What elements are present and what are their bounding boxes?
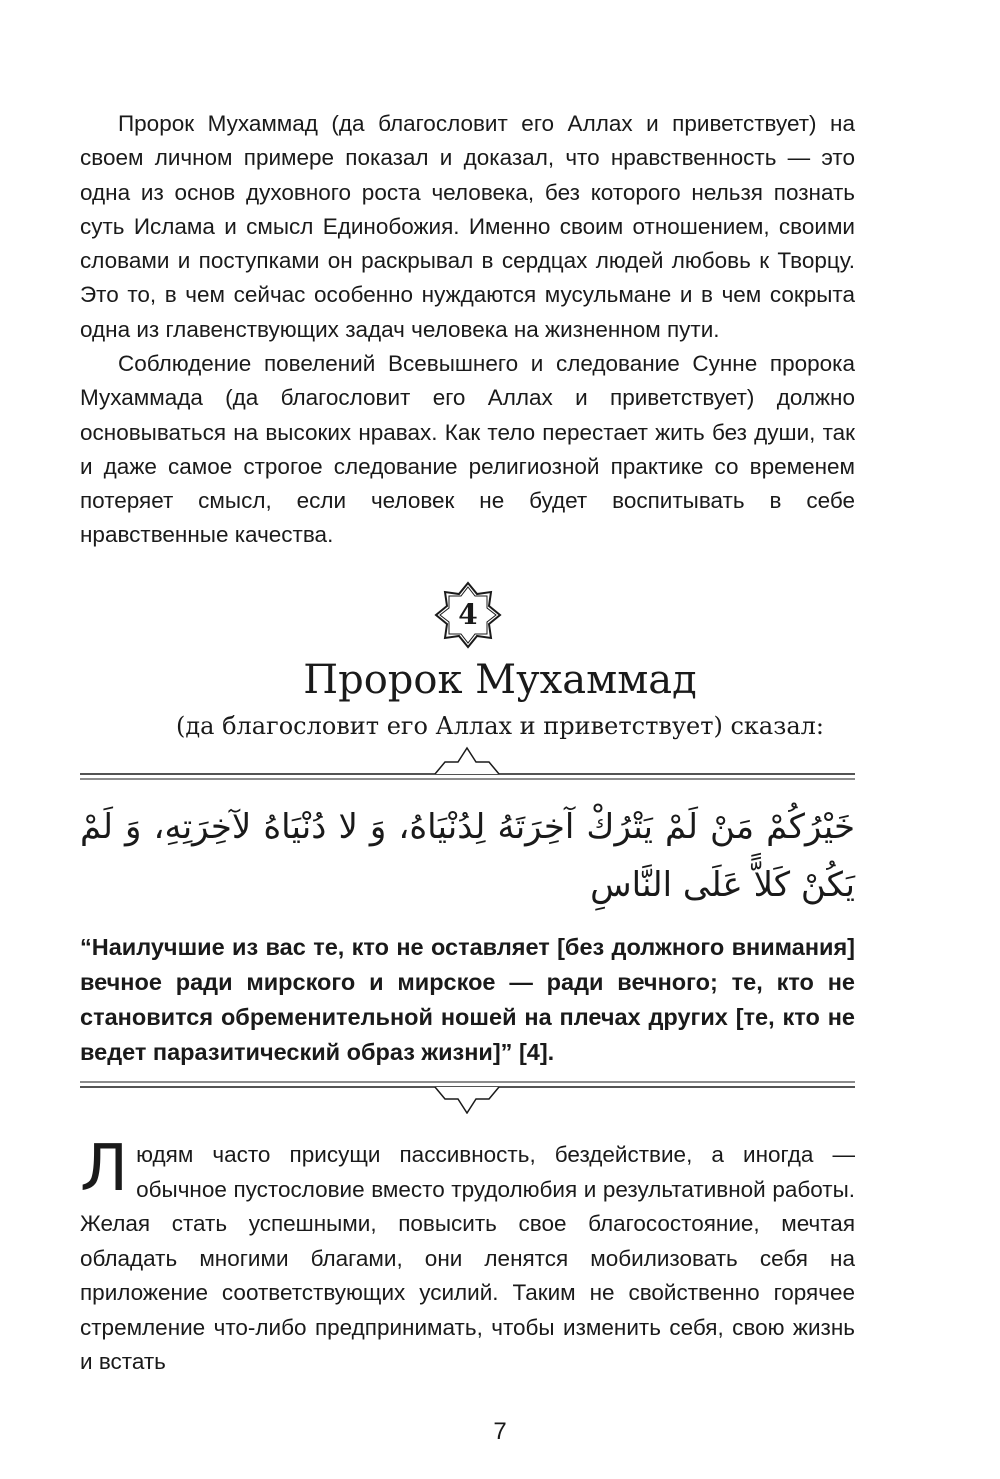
ornamental-divider-bottom <box>80 1074 855 1114</box>
hadith-translation: “Наилучшие из вас те, кто не оставляет [без должного внимания] вечное ради мирского и мирское — ради вечного; те, кто не становится обременительной ношей на плечах других [те, кто не ведет паразитический образ жизни]” [4]. <box>80 934 855 1065</box>
hadith-number: 4 <box>458 598 478 631</box>
hadith-number-badge <box>433 580 503 650</box>
drop-cap-letter: Л <box>80 1132 129 1206</box>
commentary-text: юдям часто присущи пассивность, бездействие, а иногда — обычное пустословие вместо трудолюбия и результативной работы. Желая стать успешными, повысить свое благосостояние, мечтая обладать многими благами, они ленятся мобилизовать себя на приложение соответствующих усилий. Таким не свойственно горячее стремление что-либо предпринимать, чтобы изменить себя, свою жизнь и встать <box>80 1142 855 1374</box>
hadith-subtitle: (да благословит его Аллах и приветствует) сказал: <box>176 712 824 740</box>
hadith-arabic-text: خَيْرُكُمْ مَنْ لَمْ يَتْرُكْ آخِرَتَهُ لِدُنْيَاهُ، وَ لا دُنْيَاهُ لآخِرَتِهِ، وَ لَمْ يَكُنْ كَلاًّ عَلَى النَّاسِ <box>80 807 855 905</box>
body-paragraph-1: Пророк Мухаммад (да благословит его Аллах и приветствует) на своем личном примере показал и доказал, что нравственность — это одна из основ духовного роста человека, без которого нельзя познать суть Ислама и смысл Единобожия. Именно своим отношением, своими словами и поступками он раскрывал в сердцах людей любовь к Творцу. Это то, в чем сейчас особенно нуждаются мусульмане и в чем сокрыта одна из главенствующих задач человека на жизненном пути. <box>80 111 855 342</box>
body-paragraph-2: Соблюдение повелений Всевышнего и следование Сунне пророка Мухаммада (да благословит его Аллах и приветствует) должно основываться на высоких нравах. Как тело перестает жить без души, так и даже самое строгое следование религиозной практике со временем потеряет смысл, если человек не будет воспитывать в себе нравственные качества. <box>80 351 855 548</box>
page-number: 7 <box>493 1418 507 1445</box>
commentary-paragraph <box>80 1132 855 1380</box>
hadith-title: Пророк Мухаммад <box>303 657 697 703</box>
ornamental-divider-top <box>80 744 855 784</box>
